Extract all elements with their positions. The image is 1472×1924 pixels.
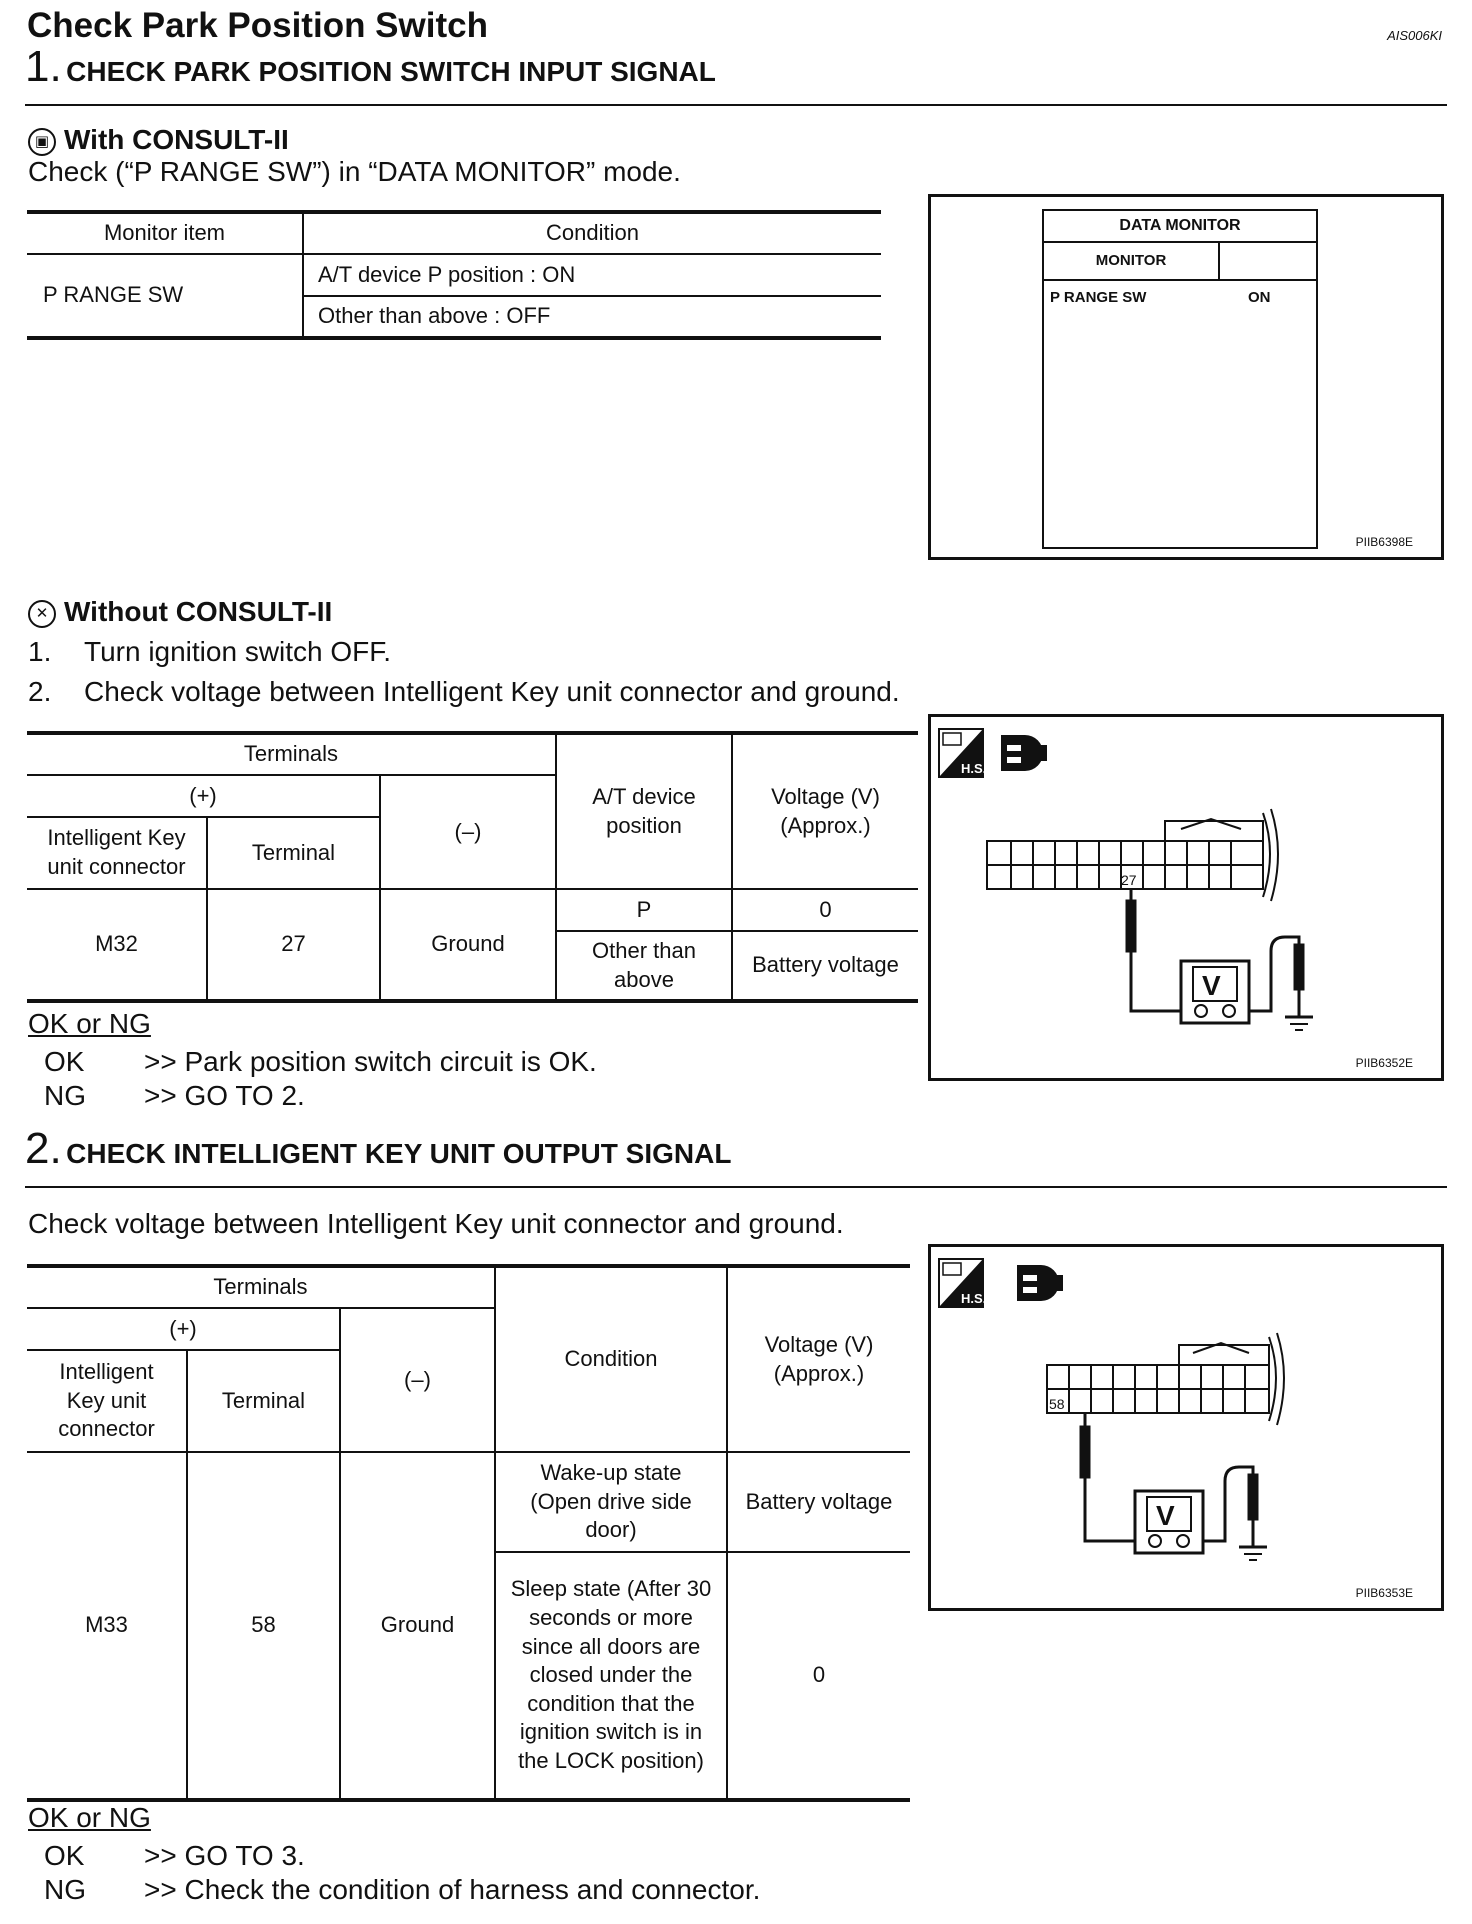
page-title: Check Park Position Switch (27, 6, 488, 45)
procedure-step (28, 636, 391, 668)
terminals-header: Terminals (27, 733, 556, 775)
divider (25, 1186, 1447, 1188)
condition-cell: Sleep state (After 30 seconds or more since all doors are closed under the condition that the ignition switch is in the LOCK position) (495, 1552, 727, 1800)
okng-heading: OK or NG (28, 1008, 151, 1039)
step-index: 1. (28, 636, 52, 667)
screen-row-value: ON (1248, 289, 1271, 306)
step-number: 2. (25, 1124, 62, 1173)
connector-figure-2 (928, 1244, 1444, 1611)
condition-cell: P (556, 889, 732, 931)
step-1-heading (25, 42, 716, 92)
monitor-table (27, 210, 881, 340)
with-consult-label: With CONSULT-II (64, 124, 289, 155)
terminal-header: Terminal (187, 1350, 340, 1452)
condition-cell: Other than above : OFF (303, 296, 881, 338)
condition-cell: Wake-up state (Open drive side door) (495, 1452, 727, 1552)
consult-instruction: Check (“P RANGE SW”) in “DATA MONITOR” mode. (28, 156, 681, 187)
hs-label: H.S. (961, 761, 987, 776)
step-2-heading (25, 1124, 731, 1174)
consult-icon: ▣ (28, 128, 56, 156)
without-consult-heading (28, 596, 332, 628)
ok-key: OK (44, 1046, 85, 1077)
step-text: Turn ignition switch OFF. (84, 636, 392, 667)
screen-row-item: P RANGE SW (1050, 289, 1147, 306)
screen-title: DATA MONITOR (1044, 211, 1316, 243)
connector-icon (1001, 735, 1047, 771)
monitor-item-cell: P RANGE SW (27, 254, 303, 338)
connector-header: Intelligent Key unit connector (27, 817, 207, 889)
step-2-instruction: Check voltage between Intelligent Key unit connector and ground. (28, 1208, 844, 1239)
screen-monitor-label: MONITOR (1044, 243, 1220, 279)
ng-text: >> Check the condition of harness and connector. (144, 1874, 761, 1905)
voltage-cell: Battery voltage (732, 931, 918, 1001)
condition-header: A/T device position (556, 733, 732, 889)
minus-header: (–) (380, 775, 556, 889)
header-condition: Condition (303, 212, 881, 254)
ok-result (28, 1840, 305, 1872)
connector-cell: M32 (27, 889, 207, 1001)
voltage-cell: 0 (727, 1552, 910, 1800)
ok-text: >> Park position switch circuit is OK. (144, 1046, 597, 1077)
voltage-table-1 (27, 731, 918, 1003)
ok-text: >> GO TO 3. (144, 1840, 305, 1871)
procedure-step (28, 676, 900, 708)
connector-icon (1017, 1265, 1063, 1301)
step-text: Check voltage between Intelligent Key unit connector and ground. (84, 676, 900, 707)
connector-header: Intelligent Key unit connector (27, 1350, 187, 1452)
terminal-header: Terminal (207, 817, 380, 889)
okng-heading: OK or NG (28, 1802, 151, 1833)
step-index: 2. (28, 676, 52, 707)
terminals-header: Terminals (27, 1266, 495, 1308)
voltage-cell: Battery voltage (727, 1452, 910, 1552)
data-monitor-figure (928, 194, 1444, 560)
document-id: AIS006KI (1387, 28, 1442, 43)
ng-key: NG (44, 1080, 86, 1111)
connector-body (1047, 1333, 1284, 1425)
with-consult-heading (28, 124, 289, 156)
voltage-header: Voltage (V) (Approx.) (732, 733, 918, 889)
meter-label: V (1156, 1500, 1175, 1531)
voltage-table-2 (27, 1264, 910, 1802)
plus-header: (+) (27, 1308, 340, 1350)
plus-header: (+) (27, 775, 380, 817)
figure-code: PIIB6353E (1355, 1586, 1413, 1600)
connector-cell: M33 (27, 1452, 187, 1800)
connector-diagram (931, 1247, 1441, 1608)
ok-result (28, 1046, 597, 1078)
figure-code: PIIB6398E (1355, 535, 1413, 549)
ground-cell: Ground (380, 889, 556, 1001)
step-number: 1. (25, 42, 62, 91)
header-monitor-item: Monitor item (27, 212, 303, 254)
connector-figure-1 (928, 714, 1444, 1081)
terminal-cell: 27 (207, 889, 380, 1001)
connector-diagram (931, 717, 1441, 1078)
minus-header: (–) (340, 1308, 495, 1452)
voltage-cell: 0 (732, 889, 918, 931)
ok-key: OK (44, 1840, 85, 1871)
meter-label: V (1202, 970, 1221, 1001)
divider (25, 104, 1447, 106)
step-title: CHECK INTELLIGENT KEY UNIT OUTPUT SIGNAL (66, 1138, 732, 1169)
monitor-screen (1042, 209, 1318, 549)
terminal-label: 58 (1049, 1396, 1065, 1412)
voltage-header: Voltage (V) (Approx.) (727, 1266, 910, 1452)
ng-result (28, 1080, 305, 1112)
ng-text: >> GO TO 2. (144, 1080, 305, 1111)
condition-header: Condition (495, 1266, 727, 1452)
figure-code: PIIB6352E (1355, 1056, 1413, 1070)
hs-label: H.S. (961, 1291, 987, 1306)
terminal-cell: 58 (187, 1452, 340, 1800)
ng-key: NG (44, 1874, 86, 1905)
without-consult-label: Without CONSULT-II (64, 596, 333, 627)
step-title: CHECK PARK POSITION SWITCH INPUT SIGNAL (66, 56, 716, 87)
ng-result (28, 1874, 760, 1906)
no-consult-icon: ✕ (28, 600, 56, 628)
ground-cell: Ground (340, 1452, 495, 1800)
condition-cell: A/T device P position : ON (303, 254, 881, 296)
terminal-label: 27 (1121, 872, 1137, 888)
condition-cell: Other than above (556, 931, 732, 1001)
